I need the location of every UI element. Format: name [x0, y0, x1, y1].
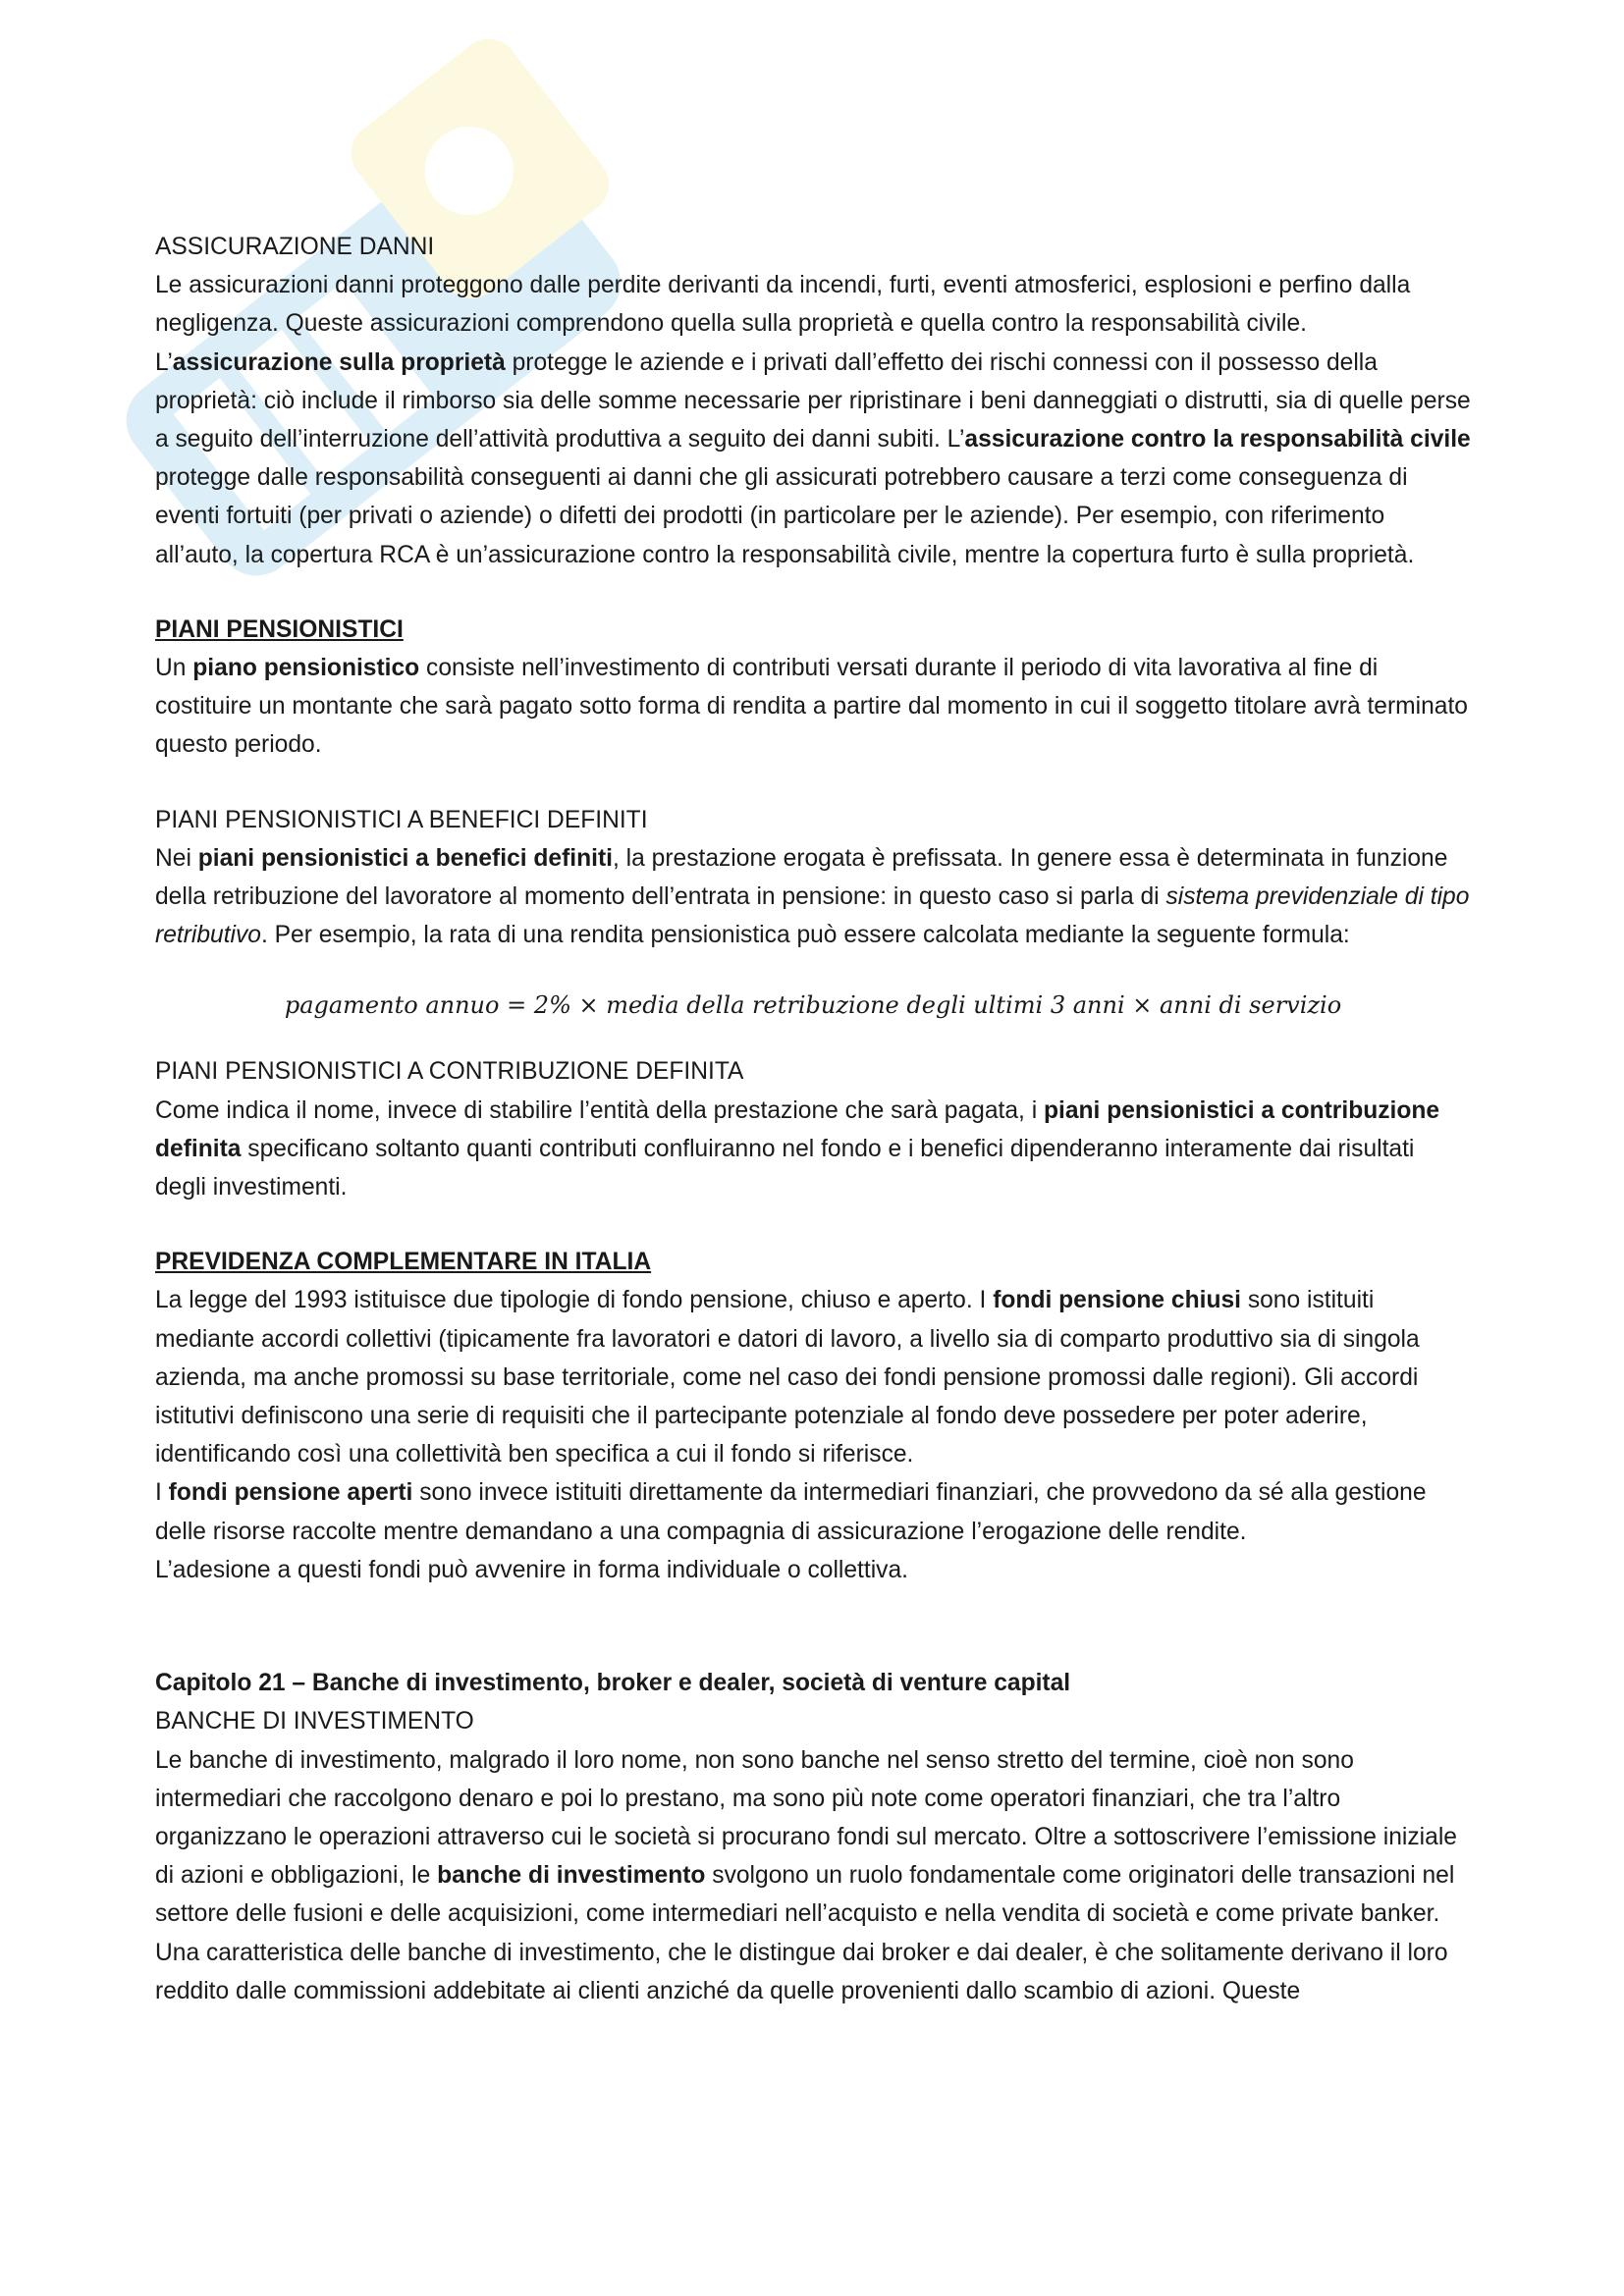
- section-heading-piani: PIANI PENSIONISTICI: [155, 615, 404, 643]
- paragraph-contribuzione: Come indica il nome, invece di stabilire l’entità della prestazione che sarà pagata, i piani pensionistici a contribuzione definita specificano soltanto quanti contributi confluiranno nel fondo e i benefici dipenderanno interamente dai risultati degli investimenti.: [155, 1096, 1440, 1201]
- paragraph-previdenza-2: I fondi pensione aperti sono invece istituiti direttamente da intermediari finanziari, che provvedono da sé alla gestione delle risorse raccolte mentre demandano a una compagnia di assicurazione l’erogazione delle rendite.: [155, 1479, 1427, 1545]
- document-page: [155, 228, 1471, 2010]
- paragraph-banche-1: Le banche di investimento, malgrado il loro nome, non sono banche nel senso stretto del termine, cioè non sono intermediari che raccolgono denaro e poi lo prestano, ma sono più note come operatori finanziari, che tra l’altro organizzano le operazioni attraverso cui le società si procurano fondi sul mercato. Oltre a sottoscrivere l’emissione iniziale di azioni e obbligazioni, le banche di investimento svolgono un ruolo fondamentale come originatori delle transazioni nel settore delle fusioni e delle acquisizioni, come intermediari nell’acquisto e nella vendita di società e come private banker.: [155, 1746, 1457, 1928]
- paragraph-previdenza-3: L’adesione a questi fondi può avvenire in forma individuale o collettiva.: [155, 1556, 908, 1583]
- paragraph-banche-2: Una caratteristica delle banche di investimento, che le distingue dai broker e dai dealer, è che solitamente derivano il loro reddito dalle commissioni addebitate ai clienti anziché da quelle provenienti dallo scambio di azioni. Queste: [155, 1939, 1448, 2004]
- section-heading-banche: BANCHE DI INVESTIMENTO: [155, 1708, 474, 1735]
- paragraph-benefici: Nei piani pensionistici a benefici definiti, la prestazione erogata è prefissata. In genere essa è determinata in funzione della retribuzione del lavoratore al momento dell’entrata in pensione: in questo caso si parla di sistema previdenziale di tipo retributivo. Per esempio, la rata di una rendita pensionistica può essere calcolata mediante la seguente formula:: [155, 844, 1470, 949]
- chapter-title: Capitolo 21 – Banche di investimento, broker e dealer, società di venture capital: [155, 1670, 1071, 1697]
- formula: pagamento annuo = 2% × media della retribuzione degli ultimi 3 anni × anni di servizio: [284, 991, 1342, 1020]
- paragraph-danni-2: L’assicurazione sulla proprietà protegge le aziende e i privati dall’effetto dei rischi connessi con il possesso della proprietà: ciò include il rimborso sia delle somme necessarie per ripristinare i beni danneggiati o distrutti, sia di quelle perse a seguito dell’interruzione dell’attività produttiva a seguito dei danni subiti. L’assicurazione contro la responsabilità civile protegge dalle responsabilità conseguenti ai danni che gli assicurati potrebbero causare a terzi come conseguenza di eventi fortuiti (per privati o aziende) o difetti dei prodotti (in particolare per le aziende). Per esempio, con riferimento all’auto, la copertura RCA è un’assicurazione contro la responsabilità civile, mentre la copertura furto è sulla proprietà.: [155, 348, 1471, 568]
- section-heading-danni: ASSICURAZIONE DANNI: [155, 234, 435, 260]
- paragraph-previdenza-1: La legge del 1993 istituisce due tipologie di fondo pensione, chiuso e aperto. I fondi pensione chiusi sono istituiti mediante accordi collettivi (tipicamente fra lavoratori e datori di lavoro, a livello sia di comparto produttivo sia di singola azienda, ma anche promossi su base territoriale, come nel caso dei fondi pensione promossi dalle regioni). Gli accordi istitutivi definiscono una serie di requisiti che il partecipante potenziale al fondo deve possedere per poter aderire, identificando così una collettività ben specifica a cui il fondo si riferisce.: [155, 1287, 1420, 1468]
- section-heading-previdenza: PREVIDENZA COMPLEMENTARE IN ITALIA: [155, 1249, 652, 1276]
- section-heading-contribuzione: PIANI PENSIONISTICI A CONTRIBUZIONE DEFINITA: [155, 1058, 744, 1086]
- paragraph-piani: Un piano pensionistico consiste nell’investimento di contributi versati durante il periodo di vita lavorativa al fine di costituire un montante che sarà pagato sotto forma di rendita a partire dal momento in cui il soggetto titolare avrà terminato questo periodo.: [155, 655, 1468, 759]
- paragraph-danni-1: Le assicurazioni danni proteggono dalle perdite derivanti da incendi, furti, eventi atmosferici, esplosioni e perfino dalla negligenza. Queste assicurazioni comprendono quella sulla proprietà e quella contro la responsabilità civile.: [155, 272, 1411, 338]
- section-heading-benefici: PIANI PENSIONISTICI A BENEFICI DEFINITI: [155, 806, 648, 833]
